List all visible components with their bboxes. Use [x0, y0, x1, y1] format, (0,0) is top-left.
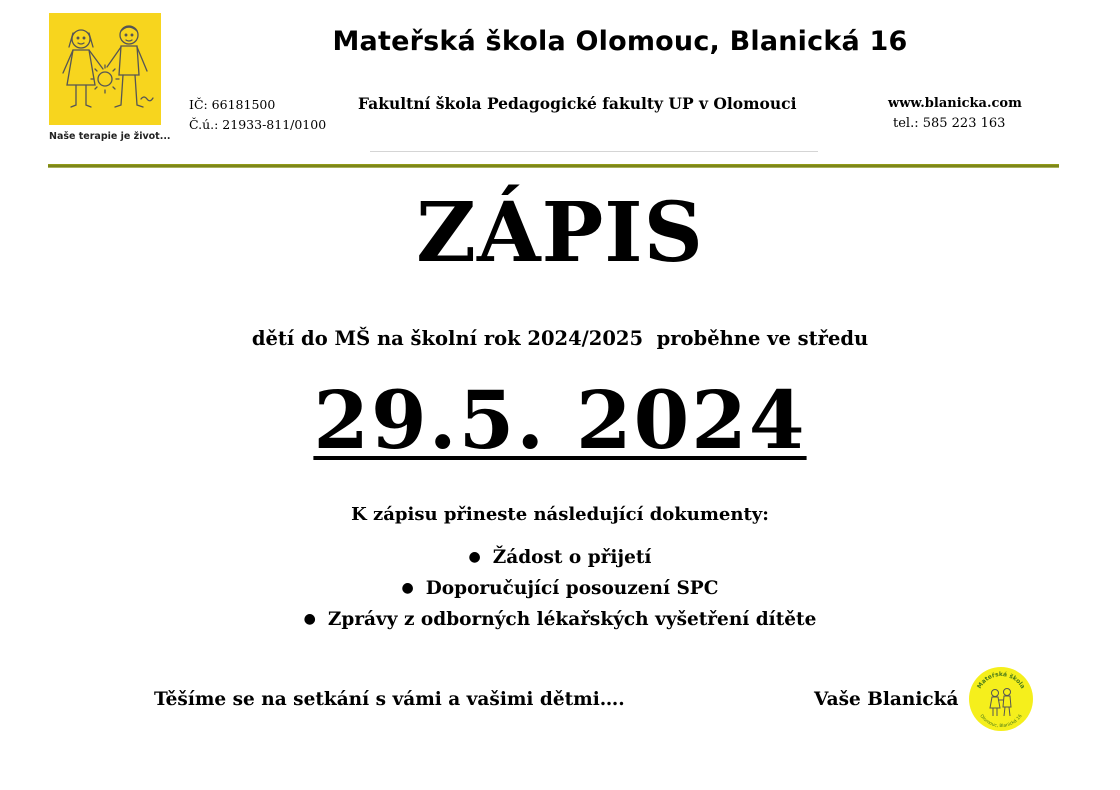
faculty-school-line: Fakultní škola Pedagogické fakulty UP v Olomouci — [358, 94, 797, 113]
school-seal-icon — [968, 666, 1034, 732]
enrollment-date — [0, 373, 1120, 467]
bullet-icon: ● — [401, 580, 414, 596]
list-item — [0, 542, 1120, 573]
phone-number: tel.: 585 223 163 — [893, 116, 1006, 131]
seal-bottom-text: Olomouc, Blanická 16 — [978, 713, 1024, 730]
document-item-label: Doporučující posouzení SPC — [425, 578, 719, 599]
company-id: IČ: 66181500 — [189, 97, 276, 112]
school-name: Mateřská škola Olomouc, Blanická 16 — [332, 26, 908, 57]
list-item — [0, 604, 1120, 635]
bullet-icon: ● — [303, 611, 316, 627]
bank-account: Č.ú.: 21933-811/0100 — [189, 117, 327, 132]
closing-message: Těšíme se na setkání s vámi a vašimi dětmi…. — [154, 689, 625, 710]
enrollment-subtitle: dětí do MŠ na školní rok 2024/2025 proběhne ve středu — [251, 327, 869, 350]
documents-heading: K zápisu přineste následující dokumenty: — [351, 504, 769, 525]
bullet-icon: ● — [468, 549, 481, 565]
children-drawing-icon — [49, 13, 161, 125]
logo-tagline: Naše terapie je život... — [49, 131, 171, 142]
list-item — [0, 573, 1120, 604]
document-item-label: Zprávy z odborných lékařských vyšetření dítěte — [327, 609, 817, 630]
documents-list — [0, 542, 1120, 635]
signature: Vaše Blanická — [814, 689, 959, 710]
website: www.blanicka.com — [888, 96, 1022, 111]
header-divider — [370, 151, 818, 152]
enrollment-date-text: 29.5. 2024 — [313, 373, 807, 467]
letterhead — [0, 0, 1120, 175]
seal-top-text: Mateřská škola — [975, 670, 1027, 691]
school-logo — [49, 13, 161, 125]
header-rule — [48, 164, 1059, 168]
document-item-label: Žádost o přijetí — [492, 547, 652, 568]
page-title: ZÁPIS — [416, 185, 704, 281]
